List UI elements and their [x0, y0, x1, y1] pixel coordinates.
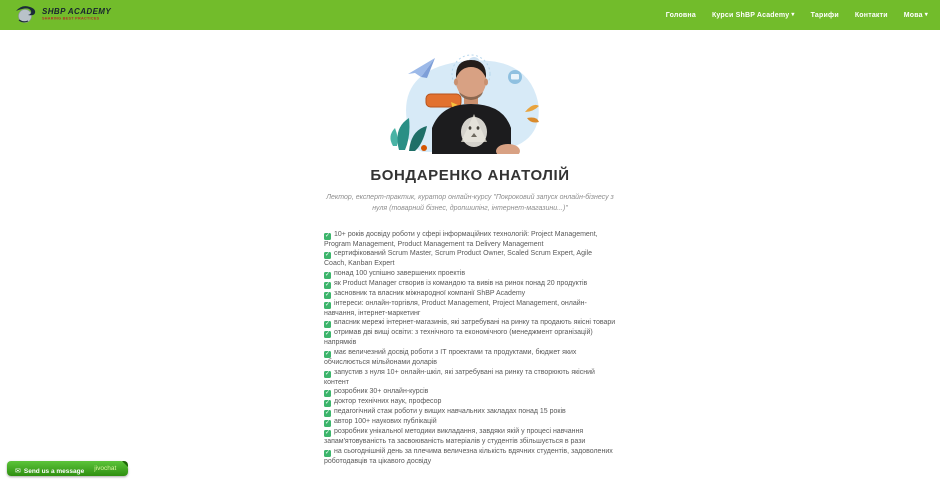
logo-title: SHBP ACADEMY [42, 6, 112, 16]
achievement-text: на сьогоднішній день за плечима величезна кількість вдячних студентів, задоволених роботодавців та цікавого досвіду [324, 447, 613, 465]
check-icon: ✓ [324, 449, 331, 456]
achievement-item [324, 447, 616, 467]
logo-tagline: SHARING BEST PRACTICES [42, 16, 100, 21]
achievement-text: доктор технічних наук, професор [334, 398, 442, 406]
achievement-text: як Product Manager створив із командою та вивів на ринок понад 20 продуктів [334, 279, 588, 287]
achievement-item [324, 289, 616, 299]
achievement-text: засновник та власник міжнародної компанії ShBP Academy [334, 289, 526, 297]
check-icon: ✓ [324, 331, 331, 338]
achievement-item [324, 368, 616, 388]
main-nav [666, 12, 928, 19]
achievement-text: розробник унікальної методики викладання, завдяки якій у процесі навчання запам'ятовуваність та засвоюваність матеріалів у студентів збільшується в рази [324, 428, 586, 446]
achievement-item [324, 230, 616, 250]
nav-item-label: Мова [903, 11, 923, 19]
nav-item-label: Головна [665, 11, 696, 19]
achievement-item [324, 318, 616, 328]
nav-item-label: Курси ShBP Academy [711, 11, 790, 19]
check-icon: ✓ [324, 430, 331, 437]
nav-item[interactable] [811, 12, 839, 19]
achievement-item [324, 427, 616, 447]
nav-item[interactable] [855, 12, 888, 19]
nav-item-label: Контакти [854, 11, 888, 19]
achievement-text: інтереси: онлайн-торгівля, Product Management, Project Management, онлайн-навчання, інтернет-маркетинг [324, 299, 587, 317]
check-icon: ✓ [324, 252, 331, 259]
achievement-item [324, 397, 616, 407]
achievement-item [324, 407, 616, 417]
achievement-item [324, 387, 616, 397]
achievement-text: сертифікований Scrum Master, Scrum Product Owner, Scaled Scrum Expert, Agile Coach, Kanban Expert [324, 250, 593, 268]
check-icon: ✓ [324, 410, 331, 417]
header [0, 0, 940, 30]
chevron-down-icon: ▾ [791, 12, 795, 18]
achievement-text: педагогічний стаж роботи у вищих навчальних закладах понад 15 років [334, 408, 566, 416]
lecturer-section [0, 30, 940, 466]
shbp-logo-icon [14, 3, 38, 27]
check-icon: ✓ [324, 321, 331, 328]
check-icon: ✓ [324, 370, 331, 377]
nav-item[interactable] [712, 12, 795, 19]
jivochat-widget[interactable] [7, 461, 128, 476]
chat-message-label: Send us a message [23, 467, 85, 475]
logo[interactable] [14, 3, 135, 27]
achievement-item [324, 249, 616, 269]
chat-brand-label: jivochat [94, 465, 117, 472]
achievement-text: розробник 30+ онлайн-курсів [334, 388, 429, 396]
lecturer-subtitle: Лектор, експерт-практик, куратор онлайн-курсу "Покроковий запуск онлайн-бізнесу з нуля (товарний бізнес, дропшипінг, інтернет-магазини...)" [326, 194, 614, 212]
nav-item[interactable] [904, 12, 928, 19]
check-icon: ✓ [324, 291, 331, 298]
achievement-text: отримав дві вищі освіти: з технічного та економічного (менеджмент організацій) напрямків [324, 329, 593, 347]
achievement-item [324, 299, 616, 319]
nav-item[interactable] [666, 12, 696, 19]
achievement-item [324, 417, 616, 427]
achievement-text: автор 100+ наукових публікацій [334, 418, 437, 426]
achievement-text: запустив з нуля 10+ онлайн-шкіл, які затребувані на ринку та створюють якісний контент [324, 368, 595, 386]
achievement-text: понад 100 успішно завершених проектів [334, 269, 466, 277]
envelope-icon: ✉ [15, 467, 21, 475]
achievement-text: має величезний досвід роботи з ІТ проектами та продуктами, бюджет яких обчислюється мільйонами доларів [324, 349, 577, 367]
check-icon: ✓ [324, 232, 331, 239]
nav-item-label: Тарифи [810, 11, 839, 19]
check-icon: ✓ [324, 390, 331, 397]
achievement-text: 10+ років досвіду роботи у сфері інформаційних технологій: Project Management, Program Management, Product Management та Delivery Management [324, 230, 598, 248]
achievements-list [324, 230, 616, 467]
check-icon: ✓ [324, 351, 331, 358]
chevron-down-icon: ▾ [924, 12, 928, 18]
achievement-item [324, 279, 616, 289]
check-icon: ✓ [324, 420, 331, 427]
check-icon: ✓ [324, 271, 331, 278]
check-icon: ✓ [324, 281, 331, 288]
achievement-item [324, 328, 616, 348]
page-title: БОНДАРЕНКО АНАТОЛІЙ [370, 167, 570, 184]
lecturer-photo [375, 50, 565, 154]
achievement-text: власник мережі інтернет-магазинів, які затребувані на ринку та продають якісні товари [334, 319, 616, 327]
achievement-item [324, 269, 616, 279]
achievement-item [324, 348, 616, 368]
check-icon: ✓ [324, 301, 331, 308]
check-icon: ✓ [324, 400, 331, 407]
